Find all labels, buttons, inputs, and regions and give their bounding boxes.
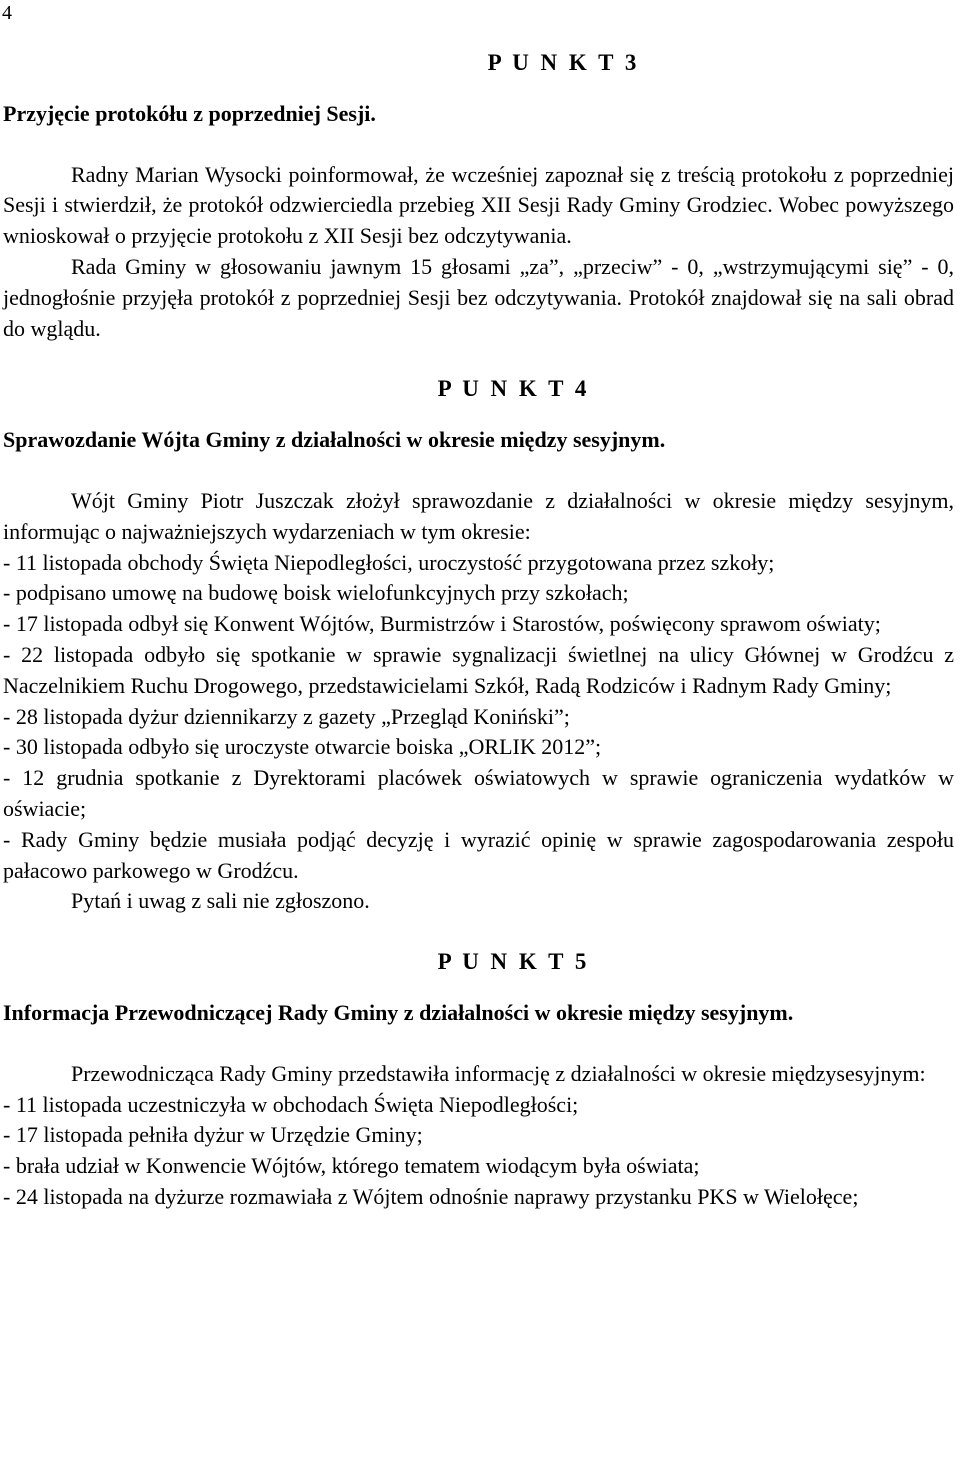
list-item: - 28 listopada dyżur dziennikarzy z gazety „Przegląd Koniński”; bbox=[3, 703, 570, 729]
list-item: - 24 listopada na dyżurze rozmawiała z Wójtem odnośnie naprawy przystanku PKS w Wielołęce; bbox=[3, 1183, 859, 1209]
list-item: - 17 listopada pełniła dyżur w Urzędzie Gminy; bbox=[3, 1122, 423, 1148]
list-item: - 17 listopada odbył się Konwent Wójtów, Burmistrzów i Starostów, poświęcony sprawom oświaty; bbox=[3, 611, 881, 637]
paragraph: Rada Gminy w głosowaniu jawnym 15 głosami „za”, „przeciw” - 0, „wstrzymującymi się” - 0, jednogłośnie przyjęła protokół z poprzedniej Sesji bez odczytywania. Protokół znajdował się na sali obrad do wglądu. bbox=[3, 253, 954, 341]
paragraph: Wójt Gminy Piotr Juszczak złożył sprawozdanie z działalności w okresie między sesyjnym, informując o najważniejszych wydarzeniach w tym okresie: bbox=[3, 487, 954, 544]
section-punkt-4 bbox=[3, 374, 954, 917]
section-heading: P U N K T 4 bbox=[437, 376, 590, 402]
section-subheading: Przyjęcie protokółu z poprzedniej Sesji. bbox=[3, 100, 376, 126]
list-item: - 22 listopada odbyło się spotkanie w sprawie sygnalizacji świetlnej na ulicy Głównej w Grodźcu z Naczelnikiem Ruchu Drogowego, przedstawicielami Szkół, Radą Rodziców i Radnym Rady Gminy; bbox=[3, 641, 954, 698]
list-item: - brała udział w Konwencie Wójtów, którego tematem wiodącym była oświata; bbox=[3, 1153, 700, 1179]
list-item: - 11 listopada obchody Święta Niepodległości, uroczystość przygotowana przez szkoły; bbox=[3, 549, 775, 575]
paragraph: Pytań i uwag z sali nie zgłoszono. bbox=[71, 888, 370, 914]
list-item: - podpisano umowę na budowę boisk wielofunkcyjnych przy szkołach; bbox=[3, 580, 629, 606]
section-heading: P U N K T 3 bbox=[487, 50, 640, 75]
report-list bbox=[3, 548, 954, 887]
list-item: - Rady Gminy będzie musiała podjąć decyzję i wyrazić opinię w sprawie zagospodarowania zespołu pałacowo parkowego w Grodźcu. bbox=[3, 826, 954, 883]
section-subheading: Sprawozdanie Wójta Gminy z działalności w okresie między sesyjnym. bbox=[3, 427, 666, 453]
list-item: - 11 listopada uczestniczyła w obchodach Święta Niepodległości; bbox=[3, 1091, 579, 1117]
paragraph: Radny Marian Wysocki poinformował, że wcześniej zapoznał się z treścią protokołu z poprzedniej Sesji i stwierdził, że protokół odzwierciedla przebieg XII Sesji Rady Gminy Grodziec. Wobec powyższego wnioskował o przyjęcie protokołu z XII Sesji bez odczytywania. bbox=[3, 161, 954, 249]
list-item: - 12 grudnia spotkanie z Dyrektorami placówek oświatowych w sprawie ograniczenia wydatków w oświacie; bbox=[3, 765, 954, 821]
document-body bbox=[3, 48, 954, 1213]
section-punkt-5 bbox=[3, 947, 954, 1213]
list-item: - 30 listopada odbyło się uroczyste otwarcie boiska „ORLIK 2012”; bbox=[3, 734, 602, 760]
page-number: 4 bbox=[2, 2, 12, 24]
section-punkt-3 bbox=[3, 48, 954, 344]
section-subheading: Informacja Przewodniczącej Rady Gminy z działalności w okresie między sesyjnym. bbox=[3, 999, 794, 1025]
report-list bbox=[3, 1090, 954, 1213]
section-heading: P U N K T 5 bbox=[437, 949, 590, 975]
paragraph: Przewodnicząca Rady Gminy przedstawiła informację z działalności w okresie międzysesyjnym: bbox=[71, 1060, 926, 1086]
